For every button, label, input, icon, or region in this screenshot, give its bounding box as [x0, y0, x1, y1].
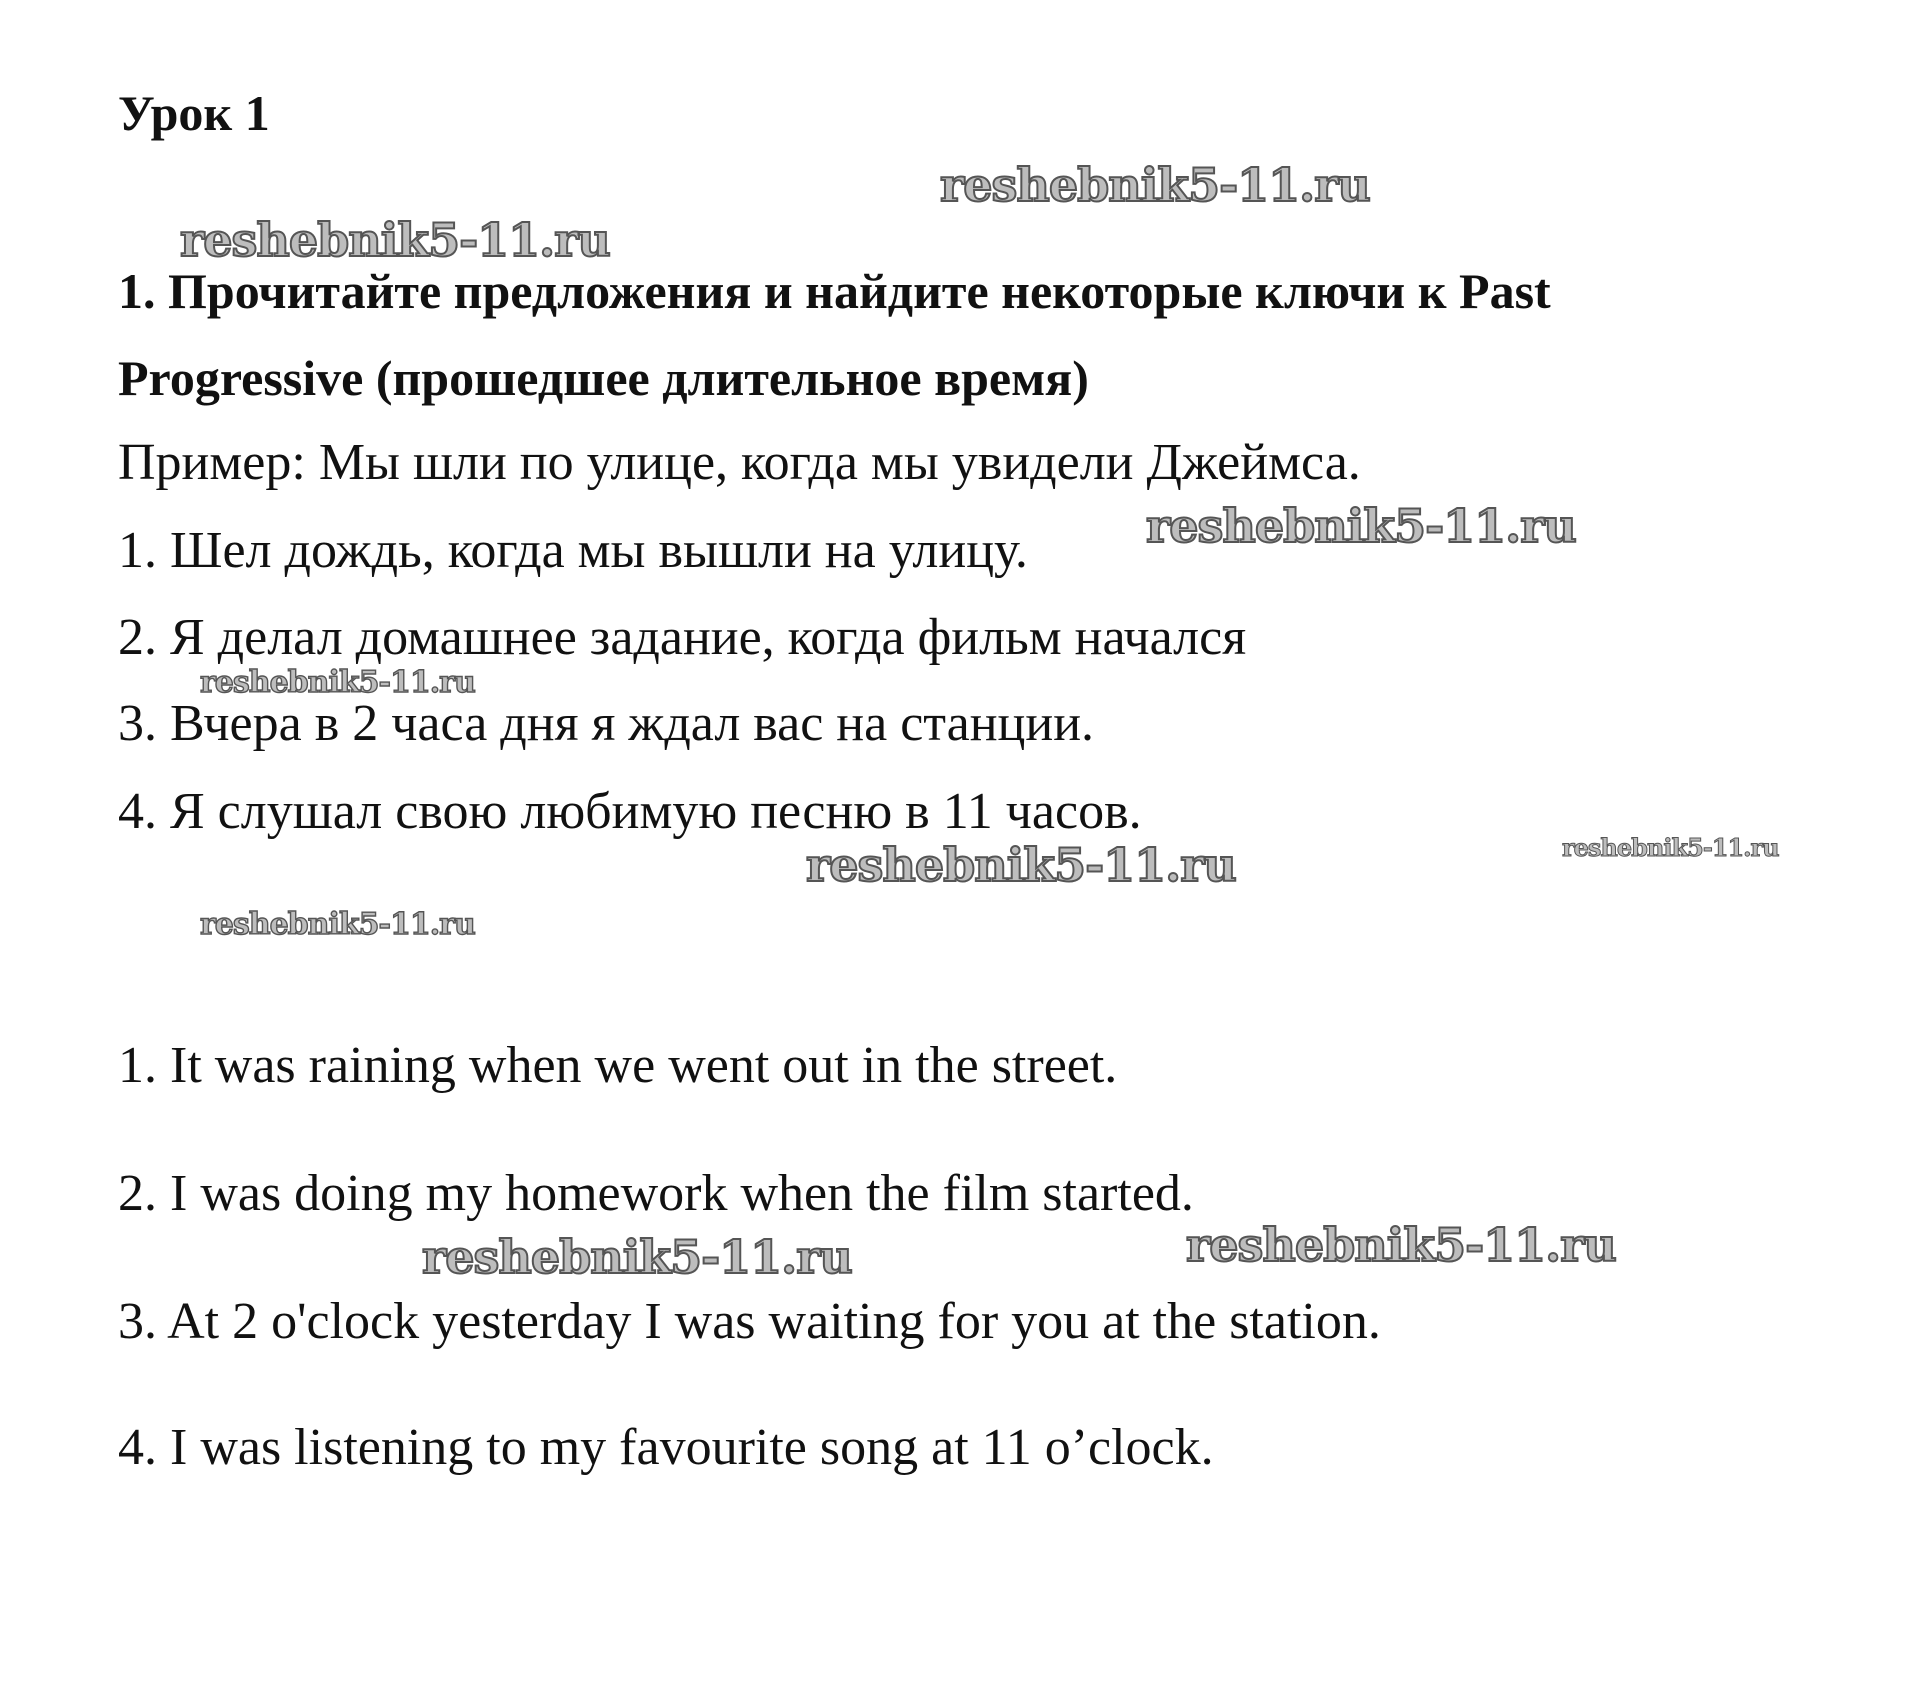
watermark: reshebnik5-11.ru	[200, 665, 475, 700]
english-answer: 2. I was doing my homework when the film started.	[118, 1165, 1194, 1222]
russian-sentence: 2. Я делал домашнее задание, когда фильм начался	[118, 609, 1247, 666]
english-answer: 4. I was listening to my favourite song at 11 o’clock.	[118, 1419, 1214, 1476]
watermark: reshebnik5-11.ru	[940, 158, 1370, 212]
russian-sentence: 3. Вчера в 2 часа дня я ждал вас на станции.	[118, 695, 1095, 752]
english-answer: 1. It was raining when we went out in the street.	[118, 1037, 1118, 1094]
english-answer: 3. At 2 o'clock yesterday I was waiting for you at the station.	[118, 1293, 1381, 1350]
watermark: reshebnik5-11.ru	[1186, 1218, 1616, 1272]
watermark: reshebnik5-11.ru	[200, 907, 475, 942]
watermark: reshebnik5-11.ru	[1146, 499, 1576, 553]
russian-sentence: 4. Я слушал свою любимую песню в 11 часов.	[118, 783, 1142, 840]
watermark: reshebnik5-11.ru	[422, 1230, 852, 1284]
watermark: reshebnik5-11.ru	[806, 838, 1236, 892]
watermark: reshebnik5-11.ru	[1562, 833, 1779, 862]
lesson-title: Урок 1	[118, 85, 270, 141]
task-heading-line-2: Progressive (прошедшее длительное время)	[118, 350, 1089, 406]
task-heading-line-1: 1. Прочитайте предложения и найдите некоторые ключи к Past	[118, 263, 1551, 319]
example-sentence: Пример: Мы шли по улице, когда мы увидели Джеймса.	[118, 434, 1361, 491]
russian-sentence: 1. Шел дождь, когда мы вышли на улицу.	[118, 522, 1028, 579]
watermark: reshebnik5-11.ru	[180, 213, 610, 267]
